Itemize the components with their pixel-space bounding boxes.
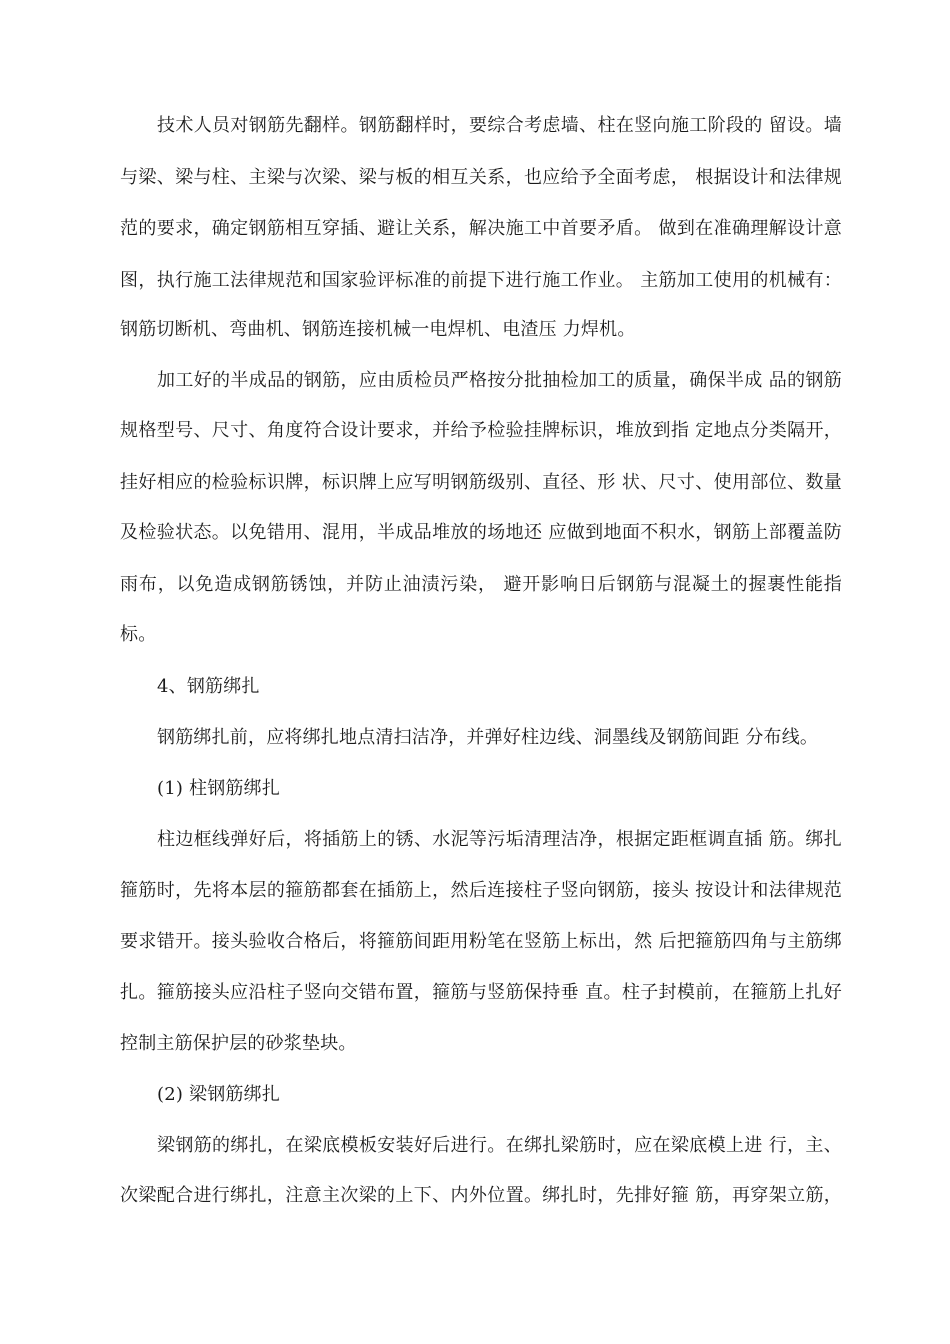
paragraph-line: 与梁、梁与柱、主梁与次梁、梁与板的相互关系，也应给予全面考虑， 根据设计和法律规 xyxy=(120,167,842,188)
paragraph-line: 标。 xyxy=(120,624,157,645)
paragraph-line: 技术人员对钢筋先翻样。钢筋翻样时，要综合考虑墙、柱在竖向施工阶段的 留设。墙 xyxy=(157,115,842,136)
paragraph-line: 扎。箍筋接头应沿柱子竖向交错布置，箍筋与竖筋保持垂 直。柱子封模前，在箍筋上扎好 xyxy=(120,982,842,1003)
paragraph-line: 及检验状态。以免错用、混用，半成品堆放的场地还 应做到地面不积水，钢筋上部覆盖防 xyxy=(120,522,842,543)
paragraph-line: 梁钢筋的绑扎，在梁底模板安装好后进行。在绑扎梁筋时，应在梁底模上进 行，主、 xyxy=(157,1135,842,1156)
paragraph-line: 雨布，以免造成钢筋锈蚀，并防止油渍污染， 避开影响日后钢筋与混凝土的握裹性能指 xyxy=(120,574,842,595)
paragraph-line: 挂好相应的检验标识牌，标识牌上应写明钢筋级别、直径、形 状、尺寸、使用部位、数量 xyxy=(120,472,842,493)
paragraph-line: 钢筋切断机、弯曲机、钢筋连接机械一电焊机、电渣压 力焊机。 xyxy=(120,319,636,340)
paragraph-line: 钢筋绑扎前，应将绑扎地点清扫洁净，并弹好柱边线、洞墨线及钢筋间距 分布线。 xyxy=(157,727,819,748)
section-heading: 4、钢筋绑扎 xyxy=(157,676,260,697)
paragraph-line: 次梁配合进行绑扎，注意主次梁的上下、内外位置。绑扎时，先排好箍 筋，再穿架立筋， xyxy=(120,1185,842,1206)
paragraph-line: 要求错开。接头验收合格后，将箍筋间距用粉笔在竖筋上标出，然 后把箍筋四角与主筋绑 xyxy=(120,931,842,952)
subsection-heading: (1) 柱钢筋绑扎 xyxy=(157,778,281,799)
paragraph-line: 柱边框线弹好后，将插筋上的锈、水泥等污垢清理洁净，根据定距框调直插 筋。绑扎 xyxy=(157,829,842,850)
paragraph-line: 规格型号、尺寸、角度符合设计要求，并给予检验挂牌标识，堆放到指 定地点分类隔开， xyxy=(120,420,842,441)
paragraph-line: 加工好的半成品的钢筋，应由质检员严格按分批抽检加工的质量，确保半成 品的钢筋 xyxy=(157,370,842,391)
subsection-heading: (2) 梁钢筋绑扎 xyxy=(157,1084,281,1105)
paragraph-line: 范的要求，确定钢筋相互穿插、避让关系，解决施工中首要矛盾。 做到在准确理解设计意 xyxy=(120,218,842,239)
paragraph-line: 图，执行施工法律规范和国家验评标准的前提下进行施工作业。 主筋加工使用的机械有： xyxy=(120,270,842,291)
paragraph-line: 控制主筋保护层的砂浆垫块。 xyxy=(120,1033,357,1054)
paragraph-line: 箍筋时，先将本层的箍筋都套在插筋上，然后连接柱子竖向钢筋，接头 按设计和法律规范 xyxy=(120,880,842,901)
